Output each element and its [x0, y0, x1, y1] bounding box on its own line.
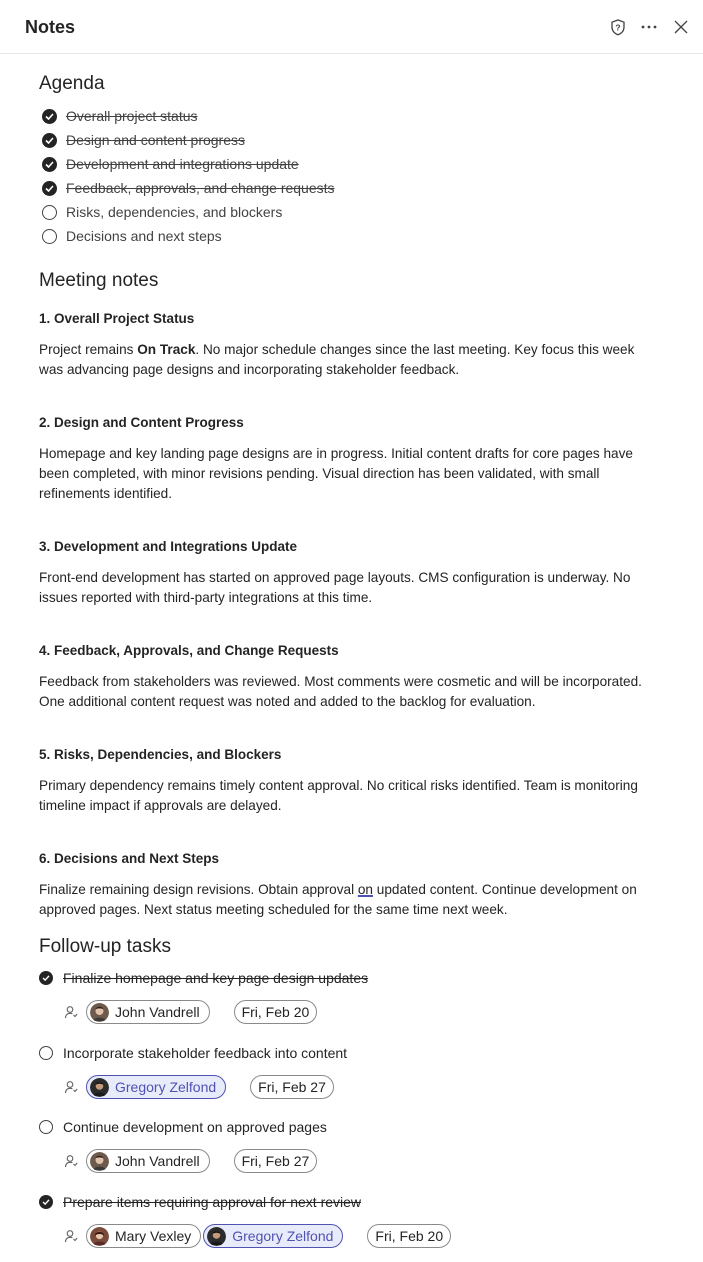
task-label: Incorporate stakeholder feedback into content [63, 1045, 348, 1061]
follow-up-tasks-heading: Follow-up tasks [39, 936, 171, 957]
agenda-item[interactable] [42, 154, 299, 174]
section-text[interactable] [39, 340, 659, 380]
notes-header [0, 0, 703, 54]
task-assignment-row [64, 1074, 334, 1100]
section-text[interactable] [39, 880, 659, 920]
agenda-item[interactable] [42, 178, 335, 198]
task-assignment-row [64, 1148, 317, 1174]
assignee-pill[interactable] [203, 1224, 343, 1248]
text-run: Finalize remaining design revisions. Obtain approval [39, 882, 358, 897]
agenda-item[interactable] [42, 106, 198, 126]
unchecked-circle-icon[interactable] [39, 1120, 53, 1134]
text-run: . No major schedule changes since the last meeting. Key focus this week was advancing page designs and incorporating stakeholder feedback. [39, 342, 635, 377]
checked-circle-icon[interactable] [42, 181, 57, 196]
task-item[interactable] [39, 968, 368, 988]
checked-circle-icon[interactable] [42, 133, 57, 148]
assignee-name: John Vandrell [115, 1153, 200, 1169]
due-date-pill[interactable]: Fri, Feb 27 [234, 1149, 318, 1173]
due-date-pill[interactable]: Fri, Feb 27 [250, 1075, 334, 1099]
assignee-pill[interactable] [86, 1149, 210, 1173]
task-label: Finalize homepage and key page design updates [63, 970, 369, 986]
assignee-name: John Vandrell [115, 1004, 200, 1020]
checked-circle-icon[interactable] [39, 1195, 53, 1209]
checked-circle-icon[interactable] [42, 109, 57, 124]
avatar [207, 1227, 226, 1246]
more-options-icon[interactable] [637, 15, 661, 39]
agenda-item-label: Risks, dependencies, and blockers [66, 204, 283, 220]
svg-text:?: ? [615, 22, 621, 33]
agenda-item-label: Design and content progress [66, 132, 245, 148]
agenda-item-label: Decisions and next steps [66, 228, 222, 244]
close-icon[interactable] [669, 15, 693, 39]
agenda-item-label: Feedback, approvals, and change requests [66, 180, 335, 196]
shield-question-icon[interactable] [606, 15, 630, 39]
unchecked-circle-icon[interactable] [42, 229, 57, 244]
section-text[interactable]: Primary dependency remains timely content approval. No critical risks identified. Team is monitoring timeline impact if approvals are delayed. [39, 778, 638, 813]
assignee-pill[interactable] [86, 1075, 226, 1099]
task-assignment-row [64, 1223, 451, 1249]
section-text[interactable]: Front-end development has started on approved page layouts. CMS configuration is underway. No issues reported with third-party integrations at this time. [39, 570, 631, 605]
section-text[interactable]: Homepage and key landing page designs are in progress. Initial content drafts for core pages have been completed, with minor revisions pending. Visual direction has been validated, with small refinements identified. [39, 446, 633, 501]
agenda-item-label: Overall project status [66, 108, 198, 124]
task-item[interactable] [39, 1043, 347, 1063]
checked-circle-icon[interactable] [42, 157, 57, 172]
section-title: 3. Development and Integrations Update [39, 539, 298, 554]
meeting-notes-heading: Meeting notes [39, 270, 159, 291]
assignee-name: Gregory Zelfond [115, 1079, 217, 1095]
assignee-name: Mary Vexley [115, 1228, 192, 1244]
section-text[interactable]: Feedback from stakeholders was reviewed. Most comments were cosmetic and will be incorporated. One additional content request was noted and added to the backlog for evaluation. [39, 674, 642, 709]
avatar [90, 1227, 109, 1246]
assign-person-icon[interactable] [64, 1229, 78, 1243]
section-title: 5. Risks, Dependencies, and Blockers [39, 747, 282, 762]
unchecked-circle-icon[interactable] [42, 205, 57, 220]
due-date-pill[interactable]: Fri, Feb 20 [234, 1000, 318, 1024]
assignee-pill[interactable] [86, 1000, 210, 1024]
task-item[interactable] [39, 1117, 327, 1137]
section-title: 4. Feedback, Approvals, and Change Requests [39, 643, 339, 658]
section-title: 1. Overall Project Status [39, 311, 195, 326]
section-title: 6. Decisions and Next Steps [39, 851, 220, 866]
assignee-pill[interactable] [86, 1224, 201, 1248]
agenda-heading: Agenda [39, 73, 105, 94]
task-assignment-row [64, 999, 317, 1025]
agenda-item[interactable] [42, 226, 222, 246]
due-date-pill[interactable]: Fri, Feb 20 [367, 1224, 451, 1248]
assign-person-icon[interactable] [64, 1005, 78, 1019]
assign-person-icon[interactable] [64, 1080, 78, 1094]
text-run: updated content. Continue development on approved pages. Next status meeting scheduled for the same time next week. [39, 882, 637, 917]
avatar [90, 1078, 109, 1097]
agenda-item[interactable] [42, 130, 245, 150]
assignee-name: Gregory Zelfond [232, 1228, 334, 1244]
bold-status: On Track [137, 342, 196, 357]
avatar [90, 1152, 109, 1171]
checked-circle-icon[interactable] [39, 971, 53, 985]
task-label: Continue development on approved pages [63, 1119, 327, 1135]
agenda-item-label: Development and integrations update [66, 156, 299, 172]
section-title: 2. Design and Content Progress [39, 415, 244, 430]
assign-person-icon[interactable] [64, 1154, 78, 1168]
panel-title: Notes [25, 17, 76, 37]
task-label: Prepare items requiring approval for next review [63, 1194, 362, 1210]
text-run: Project remains [39, 342, 138, 357]
underlined-word: on [357, 882, 373, 897]
unchecked-circle-icon[interactable] [39, 1046, 53, 1060]
task-item[interactable] [39, 1192, 361, 1212]
avatar [90, 1003, 109, 1022]
agenda-item[interactable] [42, 202, 282, 222]
